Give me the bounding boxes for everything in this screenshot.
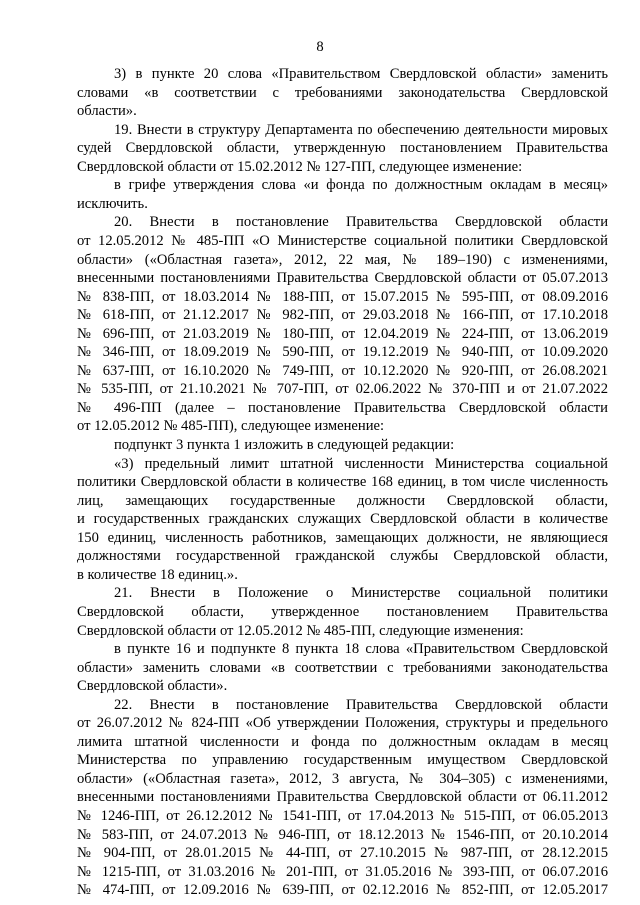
text-line: Свердловской области от 12.05.2012 № 485-ПП, следующие изменения: xyxy=(77,622,524,639)
text-line: подпункт 3 пункта 1 изложить в следующей редакции: xyxy=(114,437,455,453)
text-line: словами «в соответствии с требованиями законодательства Свердловской xyxy=(77,84,608,101)
text-line: должностями государственной гражданской службы Свердловской области, xyxy=(77,548,608,565)
text-line: лимита штатной численности и фонда по должностным окладам в месяц xyxy=(77,733,608,750)
text-line: внесенными постановлениями Правительства Свердловской области от 05.07.2013 xyxy=(77,270,608,287)
text-line: 3) в пункте 20 слова «Правительством Свердловской области» заменить xyxy=(114,66,608,82)
text-line: Свердловской области, утвержденное постановлением Правительства xyxy=(77,603,608,620)
text-line: области». xyxy=(77,103,137,120)
text-line: области» заменить словами «в соответствии с требованиями законодательства xyxy=(77,659,608,676)
text-line: судей Свердловской области, утвержденную постановлением Правительства xyxy=(77,140,608,157)
text-line: № 346-ПП, от 18.09.2019 № 590-ПП, от 19.12.2019 № 940-ПП, от 10.09.2020 xyxy=(77,344,608,361)
text-line: в грифе утверждения слова «и фонда по должностным окладам в месяц» xyxy=(114,177,608,194)
text-line: 19. Внести в структуру Департамента по обеспечению деятельности мировых xyxy=(114,121,608,138)
text-line: области» («Областная газета», 2012, 22 мая, № 189–190) с изменениями, xyxy=(77,251,608,268)
text-line: 22. Внести в постановление Правительства Свердловской области xyxy=(114,696,608,713)
text-line: 20. Внести в постановление Правительства Свердловской области xyxy=(114,214,608,231)
page-number: 8 xyxy=(316,39,324,55)
text-line: № 838-ПП, от 18.03.2014 № 188-ПП, от 15.07.2015 № 595-ПП, от 08.09.2016 xyxy=(77,288,608,305)
text-line: № 535-ПП, от 21.10.2021 № 707-ПП, от 02.06.2022 № 370-ПП и от 21.07.2022 xyxy=(77,381,608,398)
text-line: № 1246-ПП, от 26.12.2012 № 1541-ПП, от 17.04.2013 № 515-ПП, от 06.05.2013 xyxy=(77,808,608,824)
text-line: от 12.05.2012 № 485-ПП «О Министерстве социальной политики Свердловской xyxy=(77,232,608,249)
text-line: от 12.05.2012 № 485-ПП), следующее изменение: xyxy=(77,418,385,435)
text-line: № 904-ПП, от 28.01.2015 № 44-ПП, от 27.10.2015 № 987-ПП, от 28.12.2015 xyxy=(77,845,608,862)
text-line: № 618-ПП, от 21.12.2017 № 982-ПП, от 29.03.2018 № 166-ПП, от 17.10.2018 xyxy=(77,307,608,324)
text-line: Свердловской области от 15.02.2012 № 127-ПП, следующее изменение: xyxy=(77,158,523,175)
text-line: 21. Внести в Положение о Министерстве социальной политики xyxy=(114,585,608,602)
text-line: № 474-ПП, от 12.09.2016 № 639-ПП, от 02.12.2016 № 852-ПП, от 12.05.2017 xyxy=(77,882,608,899)
text-line: области» («Областная газета», 2012, 3 августа, № 304–305) с изменениями, xyxy=(77,770,608,787)
text-line: № 496-ПП (далее – постановление Правительства Свердловской области xyxy=(77,399,608,416)
text-line: № 696-ПП, от 21.03.2019 № 180-ПП, от 12.04.2019 № 224-ПП, от 13.06.2019 xyxy=(77,325,608,342)
text-line: в пункте 16 и подпункте 8 пункта 18 слова «Правительством Свердловской xyxy=(114,641,608,658)
text-line: «3) предельный лимит штатной численности Министерства социальной xyxy=(114,455,608,472)
text-line: Свердловской области». xyxy=(77,678,228,695)
text-line: и государственных гражданских служащих Свердловской области в количестве xyxy=(77,511,608,528)
text-line: № 583-ПП, от 24.07.2013 № 946-ПП, от 18.12.2013 № 1546-ПП, от 20.10.2014 xyxy=(77,826,608,843)
text-line: лиц, замещающих государственные должности Свердловской области, xyxy=(77,492,608,509)
text-line: исключить. xyxy=(77,195,148,212)
text-line: внесенными постановлениями Правительства Свердловской области от 06.11.2012 xyxy=(77,789,608,806)
text-line: политики Свердловской области в количестве 168 единиц, в том числе численность xyxy=(77,474,608,491)
text-line: № 1215-ПП, от 31.03.2016 № 201-ПП, от 31.05.2016 № 393-ПП, от 06.07.2016 xyxy=(77,863,608,880)
text-line: 150 единиц, численность работников, замещающих должности, не являющиеся xyxy=(77,529,608,546)
text-line: Министерства по управлению государственным имуществом Свердловской xyxy=(77,752,608,769)
text-line: № 637-ПП, от 16.10.2020 № 749-ПП, от 10.12.2020 № 920-ПП, от 26.08.2021 xyxy=(77,362,608,379)
text-line: в количестве 18 единиц.». xyxy=(77,566,238,583)
text-line: от 26.07.2012 № 824-ПП «Об утверждении Положения, структуры и предельного xyxy=(77,715,608,732)
